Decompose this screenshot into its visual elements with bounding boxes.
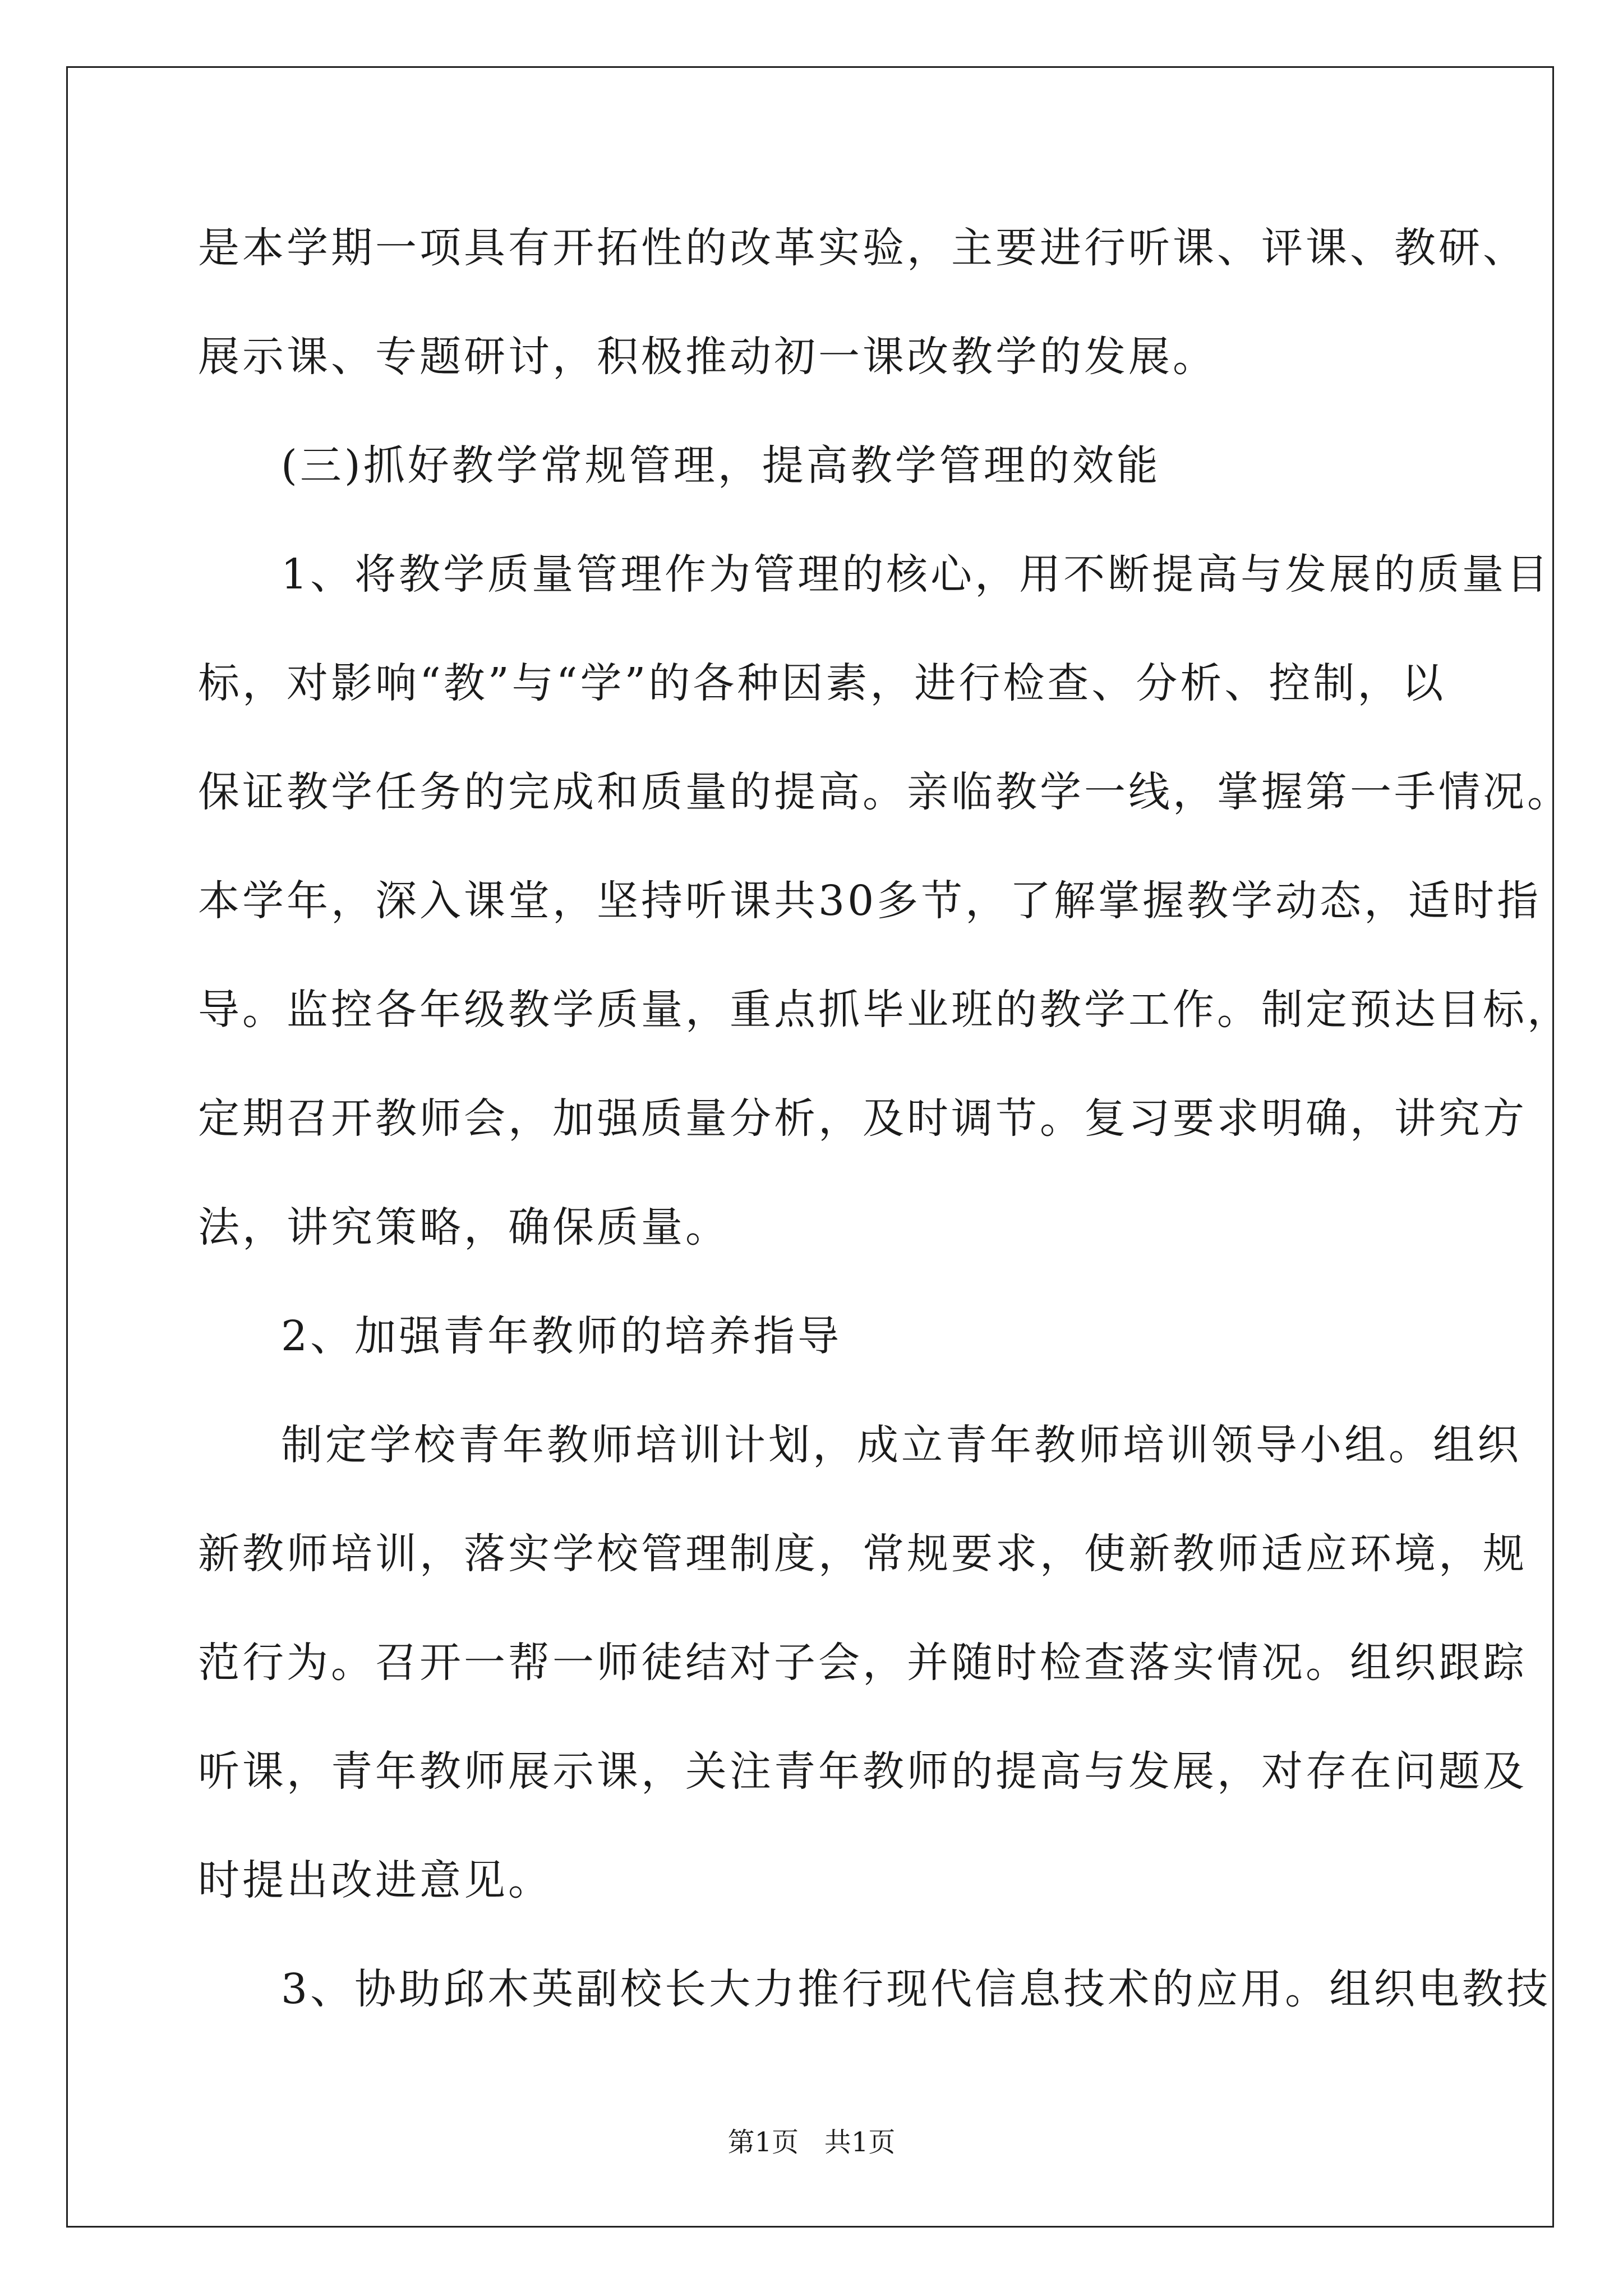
text-line: 展示课、专题研讨，积极推动初一课改教学的发展。 — [198, 333, 1217, 381]
text-line: 保证教学任务的完成和质量的提高。亲临教学一线，掌握第一手情况。 — [198, 768, 1571, 816]
text-line: 法，讲究策略，确保质量。 — [198, 1203, 730, 1251]
text-line: 时提出改进意见。 — [198, 1856, 552, 1904]
page-footer: 第1页 共1页 — [727, 2127, 896, 2158]
text-line: 新教师培训，落实学校管理制度，常规要求，使新教师适应环境，规 — [198, 1530, 1527, 1578]
text-line: (三)抓好教学常规管理，提高教学管理的效能 — [281, 441, 1161, 490]
text-line: 导。监控各年级教学质量，重点抓毕业班的教学工作。制定预达目标， — [198, 986, 1571, 1034]
text-line: 制定学校青年教师培训计划，成立青年教师培训领导小组。组织 — [281, 1421, 1521, 1469]
text-line: 定期召开教师会，加强质量分析，及时调节。复习要求明确，讲究方 — [198, 1094, 1527, 1143]
text-line: 2、加强青年教师的培养指导 — [281, 1312, 842, 1360]
text-line: 标，对影响“教”与“学”的各种因素，进行检查、分析、控制，以 — [198, 659, 1446, 707]
text-line: 3、协助邱木英副校长大力推行现代信息技术的应用。组织电教技 — [281, 1965, 1551, 2013]
text-line: 本学年，深入课堂，坚持听课共30多节，了解掌握教学动态，适时指 — [198, 877, 1542, 925]
text-line: 听课，青年教师展示课，关注青年教师的提高与发展，对存在问题及 — [198, 1747, 1527, 1796]
text-line: 1、将教学质量管理作为管理的核心，用不断提高与发展的质量目 — [281, 550, 1551, 599]
text-line: 是本学期一项具有开拓性的改革实验，主要进行听课、评课、教研、 — [198, 224, 1527, 272]
document-body — [198, 194, 1571, 2044]
text-line: 范行为。召开一帮一师徒结对子会，并随时检查落实情况。组织跟踪 — [198, 1639, 1527, 1687]
